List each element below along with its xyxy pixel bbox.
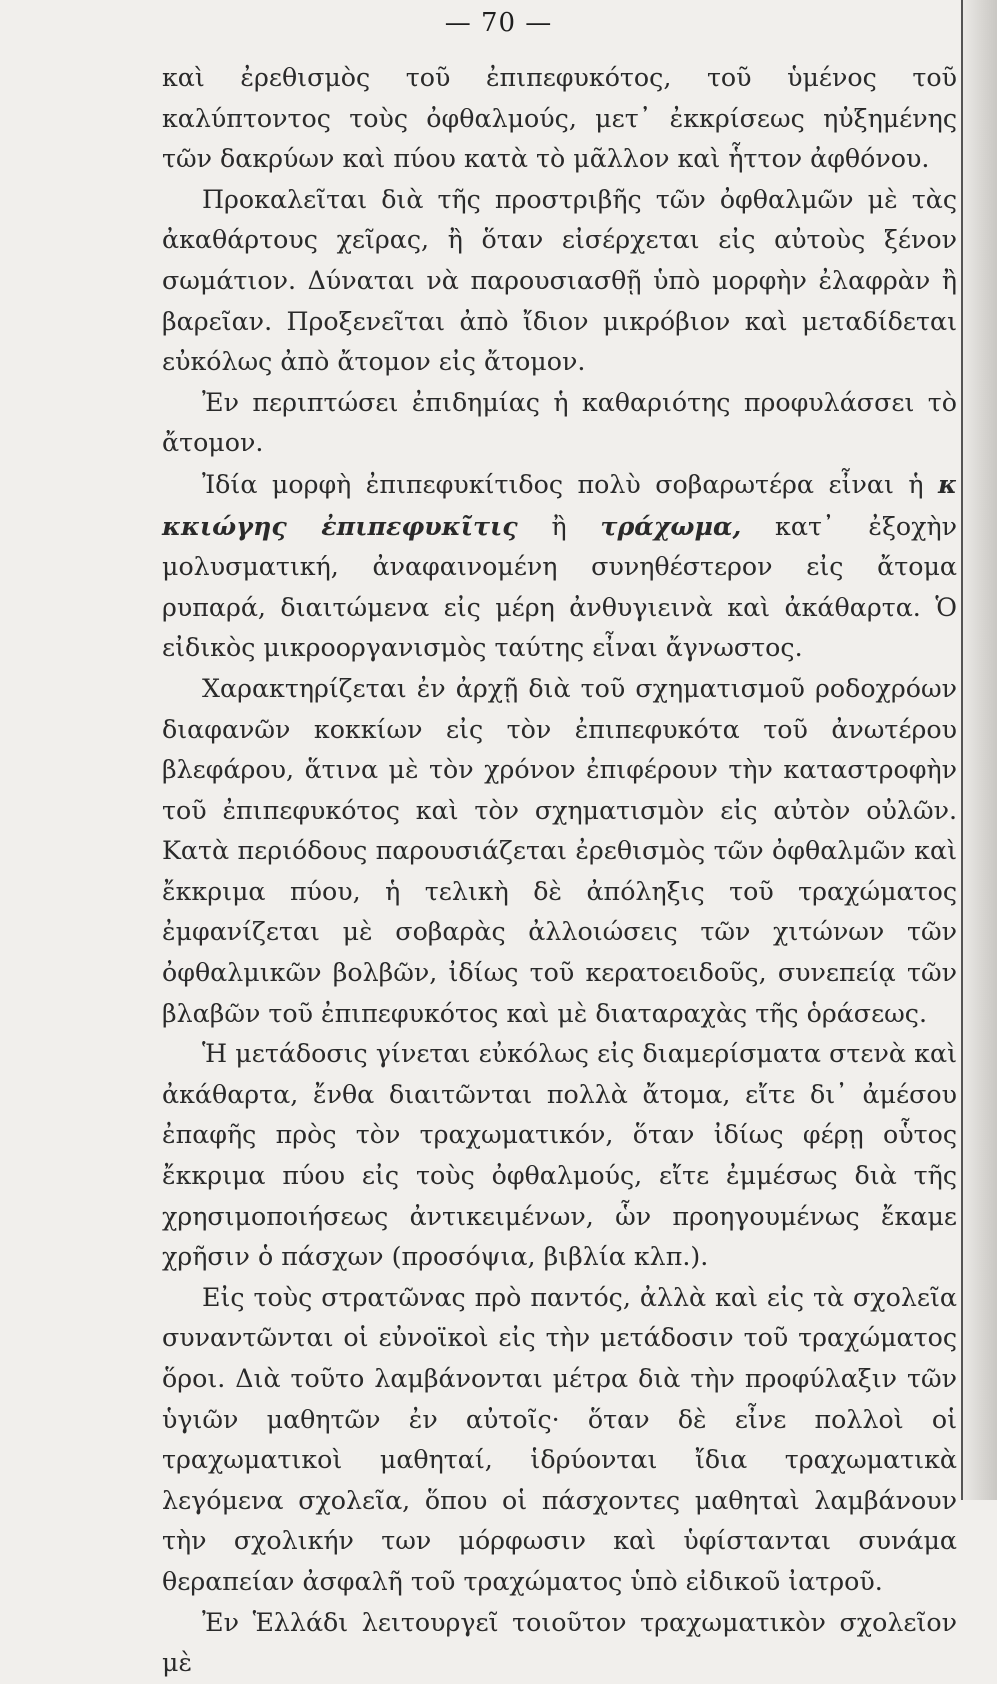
text-run: Ἰδία μορφὴ ἐπιπεφυκίτιδος πολὺ σοβαρωτέρα εἶναι ἡ: [202, 469, 939, 499]
text-run: Ἐν Ἑλλάδι λειτουργεῖ τοιοῦτον τραχωματικὸν σχολεῖον μὲ: [162, 1607, 957, 1678]
page-edge-shadow: [961, 0, 997, 1500]
paragraph: [162, 58, 957, 180]
paragraph: [162, 1278, 957, 1603]
term-trachoma: τράχωμα,: [600, 510, 742, 541]
paragraph: [162, 383, 957, 464]
paragraph: [162, 669, 957, 1034]
paragraph: [162, 180, 957, 383]
text-run: Χαρακτηρίζεται ἐν ἀρχῇ διὰ τοῦ σχηματισμοῦ ροδοχρόων διαφανῶν κοκκίων εἰς τὸν ἐπιπεφυκότα τοῦ ἀνωτέρου βλεφάρου, ἅτινα μὲ τὸν χρόνον ἐπιφέρουν τὴν καταστροφὴν τοῦ ἐπιπεφυκότος καὶ τὸν σχηματισμὸν εἰς αὐτὸν οὐλῶν. Κατὰ περιόδους παρουσιάζεται ἐρεθισμὸς τῶν ὀφθαλμῶν καὶ ἔκκριμα πύου, ἡ τελικὴ δὲ ἀπόληξις τοῦ τραχώματος ἐμφανίζεται μὲ σοβαρὰς ἀλλοιώσεις τῶν χιτώνων τῶν ὀφθαλμικῶν βολβῶν, ἰδίως τοῦ κερατοειδοῦς, συνεπείᾳ τῶν βλαβῶν τοῦ ἐπιπεφυκότος καὶ μὲ διαταραχὰς τῆς ὁράσεως.: [162, 673, 957, 1028]
text-run: ἢ: [517, 511, 601, 541]
text-run: καὶ ἐρεθισμὸς τοῦ ἐπιπεφυκότος, τοῦ ὑμένος τοῦ καλύπτοντος τοὺς ὀφθαλμούς, μετ᾽ ἐκκρίσεως ηὐξημένης τῶν δακρύων καὶ πύου κατὰ τὸ μᾶλλον καὶ ἧττον ἀφθόνου.: [162, 63, 957, 174]
paragraph: [162, 1603, 957, 1684]
text-run: Προκαλεῖται διὰ τῆς προστριβῆς τῶν ὀφθαλμῶν μὲ τὰς ἀκαθάρτους χεῖρας, ἢ ὅταν εἰσέρχεται εἰς αὐτοὺς ξένον σωμάτιον. Δύναται νὰ παρουσιασθῇ ὑπὸ μορφὴν ἐλαφρὰν ἢ βαρεῖαν. Προξενεῖται ἀπὸ ἴδιον μικρόβιον καὶ μεταδίδεται εὐκόλως ἀπὸ ἄτομον εἰς ἄτομον.: [162, 184, 957, 377]
text-run: Εἰς τοὺς στρατῶνας πρὸ παντός, ἀλλὰ καὶ εἰς τὰ σχολεῖα συναντῶνται οἱ εὐνοϊκοὶ εἰς τὴν μετάδοσιν τοῦ τραχώματος ὅροι. Διὰ τοῦτο λαμβάνονται μέτρα διὰ τὴν προφύλαξιν τῶν ὑγιῶν μαθητῶν ἐν αὐτοῖς· ὅταν δὲ εἶνε πολλοὶ οἱ τραχωματικοὶ μαθηταί, ἱδρύονται ἴδια τραχωματικὰ λεγόμενα σχολεῖα, ὅπου οἱ πάσχοντες μαθηταὶ λαμβάνουν τὴν σχολικήν των μόρφωσιν καὶ ὑφίστανται συνάμα θεραπείαν ἀσφαλῆ τοῦ τραχώματος ὑπὸ εἰδικοῦ ἰατροῦ.: [162, 1282, 957, 1596]
text-run: Ἐν περιπτώσει ἐπιδημίας ἡ καθαριότης προφυλάσσει τὸ ἄτομον.: [162, 387, 957, 458]
text-run: κατ᾽ ἐξοχὴν μολυσματική, ἀναφαινομένη συνηθέστερον εἰς ἄτομα ρυπαρά, διαιτώμενα εἰς μέρη ἀνθυγιεινὰ καὶ ἀκάθαρτα. Ὁ εἰδικὸς μικροοργανισμὸς ταύτης εἶναι ἄγνωστος.: [162, 511, 957, 663]
page-number: — 70 —: [444, 8, 553, 38]
text-run: Ἡ μετάδοσις γίνεται εὐκόλως εἰς διαμερίσματα στενὰ καὶ ἀκάθαρτα, ἔνθα διαιτῶνται πολλὰ ἄτομα, εἴτε δι᾽ ἀμέσου ἐπαφῆς πρὸς τὸν τραχωματικόν, ὅταν ἰδίως φέρῃ οὗτος ἔκκριμα πύου εἰς τοὺς ὀφθαλμούς, εἴτε ἐμμέσως διὰ τῆς χρησιμοποιήσεως ἀντικειμένων, ὧν προηγουμένως ἔκαμε χρῆσιν ὁ πάσχων (προσόψια, βιβλία κλπ.).: [162, 1039, 957, 1272]
paragraph: [162, 1034, 957, 1278]
binding-edge-line: [961, 0, 963, 1500]
term-follicular-conjunctivitis: κ κκιώγης ἐπιπεφυκῖτις: [162, 468, 957, 541]
body-text: [162, 58, 957, 1684]
paragraph-trachoma: [162, 464, 957, 669]
